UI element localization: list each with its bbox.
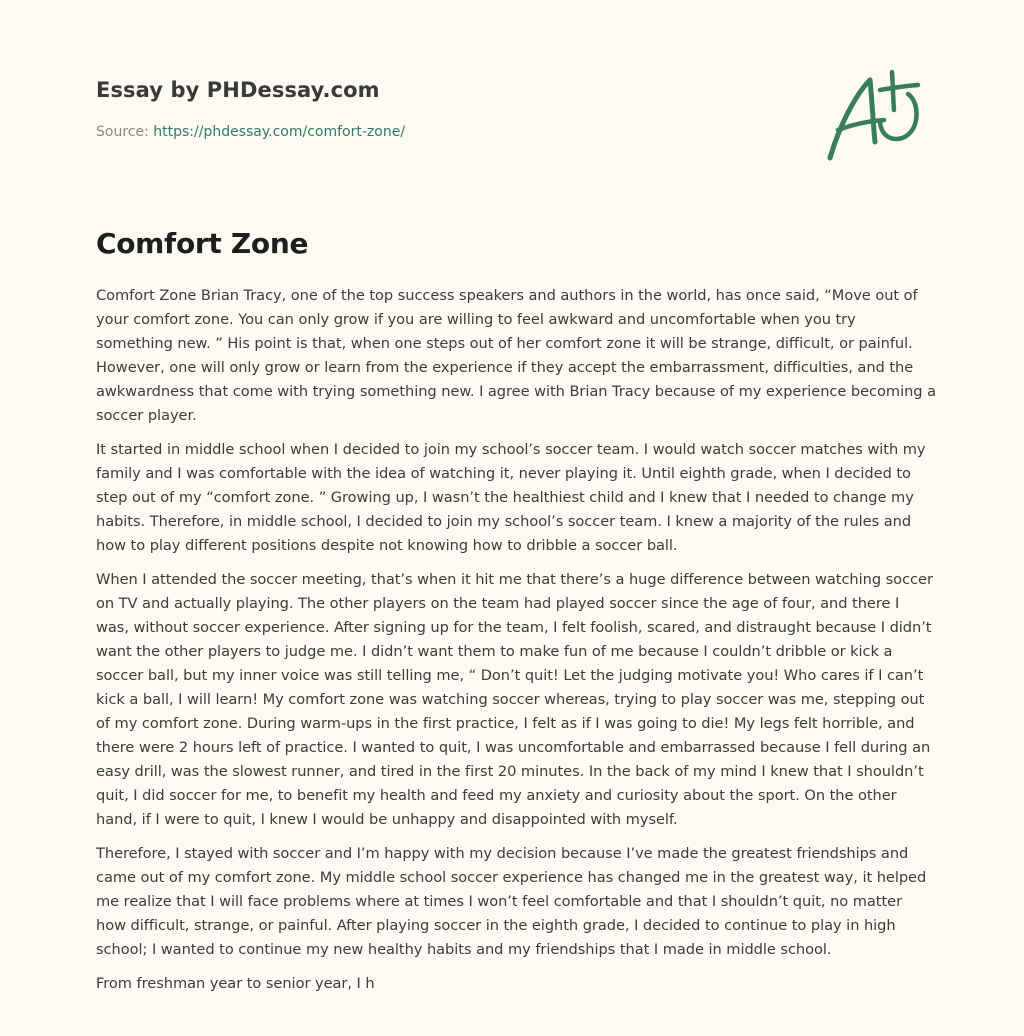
essay-paragraph: Comfort Zone Brian Tracy, one of the top success speakers and authors in the world, has once said, “Move out of your comfort zone. You can only grow if you are willing to feel awkward and uncomfortable when you try something new. ” His point is that, when one steps out of her comfort zone it will be strange, difficult, or painful. However, one will only grow or learn from the experience if they accept the embarrassment, difficulties, and the awkwardness that come with trying something new. I agree with Brian Tracy because of my experience becoming a soccer player. [96, 287, 936, 424]
source-link[interactable]: https://phdessay.com/comfort-zone/ [153, 124, 406, 140]
essay-paragraph-truncated: From freshman year to senior year, I h [96, 975, 375, 992]
source-label: Source: [96, 124, 149, 140]
site-brand: Essay by PHDessay.com [96, 78, 380, 102]
essay-body [96, 284, 936, 1006]
essay-paragraph: Therefore, I stayed with soccer and I’m happy with my decision because I’ve made the greatest friendships and came out of my comfort zone. My middle school soccer experience has changed me in the greatest way, it helped me realize that I will face problems where at times I won’t feel comfortable and that I shouldn’t quit, no matter how difficult, strange, or painful. After playing soccer in the eighth grade, I decided to continue to play in high school; I wanted to continue my new healthy habits and my friendships that I made in middle school. [96, 845, 927, 958]
essay-header [96, 72, 796, 142]
source-line [96, 122, 796, 142]
essay-title: Comfort Zone [96, 227, 309, 260]
essay-paragraph: When I attended the soccer meeting, that’s when it hit me that there’s a huge difference between watching soccer on TV and actually playing. The other players on the team had played soccer since the age of four, and there I was, without soccer experience. After signing up for the team, I felt foolish, scared, and distraught because I didn’t want the other players to judge me. I didn’t want them to make fun of me because I couldn’t dribble or kick a soccer ball, but my inner voice was still telling me, “ Don’t quit! Let the judging motivate you! Who cares if I can’t kick a ball, I will learn! My comfort zone was watching soccer whereas, trying to play soccer was me, stepping out of my comfort zone. During warm-ups in the first practice, I felt as if I was going to die! My legs felt horrible, and there were 2 hours left of practice. I wanted to quit, I was uncomfortable and embarrassed because I fell during an easy drill, was the slowest runner, and tired in the first 20 minutes. In the back of my mind I knew that I shouldn’t quit, I did soccer for me, to benefit my health and feed my anxiety and curiosity about the sport. On the other hand, if I were to quit, I knew I would be unhappy and disappointed with myself. [96, 571, 933, 828]
essay-paragraph: It started in middle school when I decided to join my school’s soccer team. I would watch soccer matches with my family and I was comfortable with the idea of watching it, never playing it. Until eighth grade, when I decided to step out of my “comfort zone. ” Growing up, I wasn’t the healthiest child and I knew that I needed to change my habits. Therefore, in middle school, I decided to join my school’s soccer team. I knew a majority of the rules and how to play different positions despite not knowing how to dribble a soccer ball. [96, 441, 926, 554]
a-plus-grade-icon [820, 64, 930, 168]
